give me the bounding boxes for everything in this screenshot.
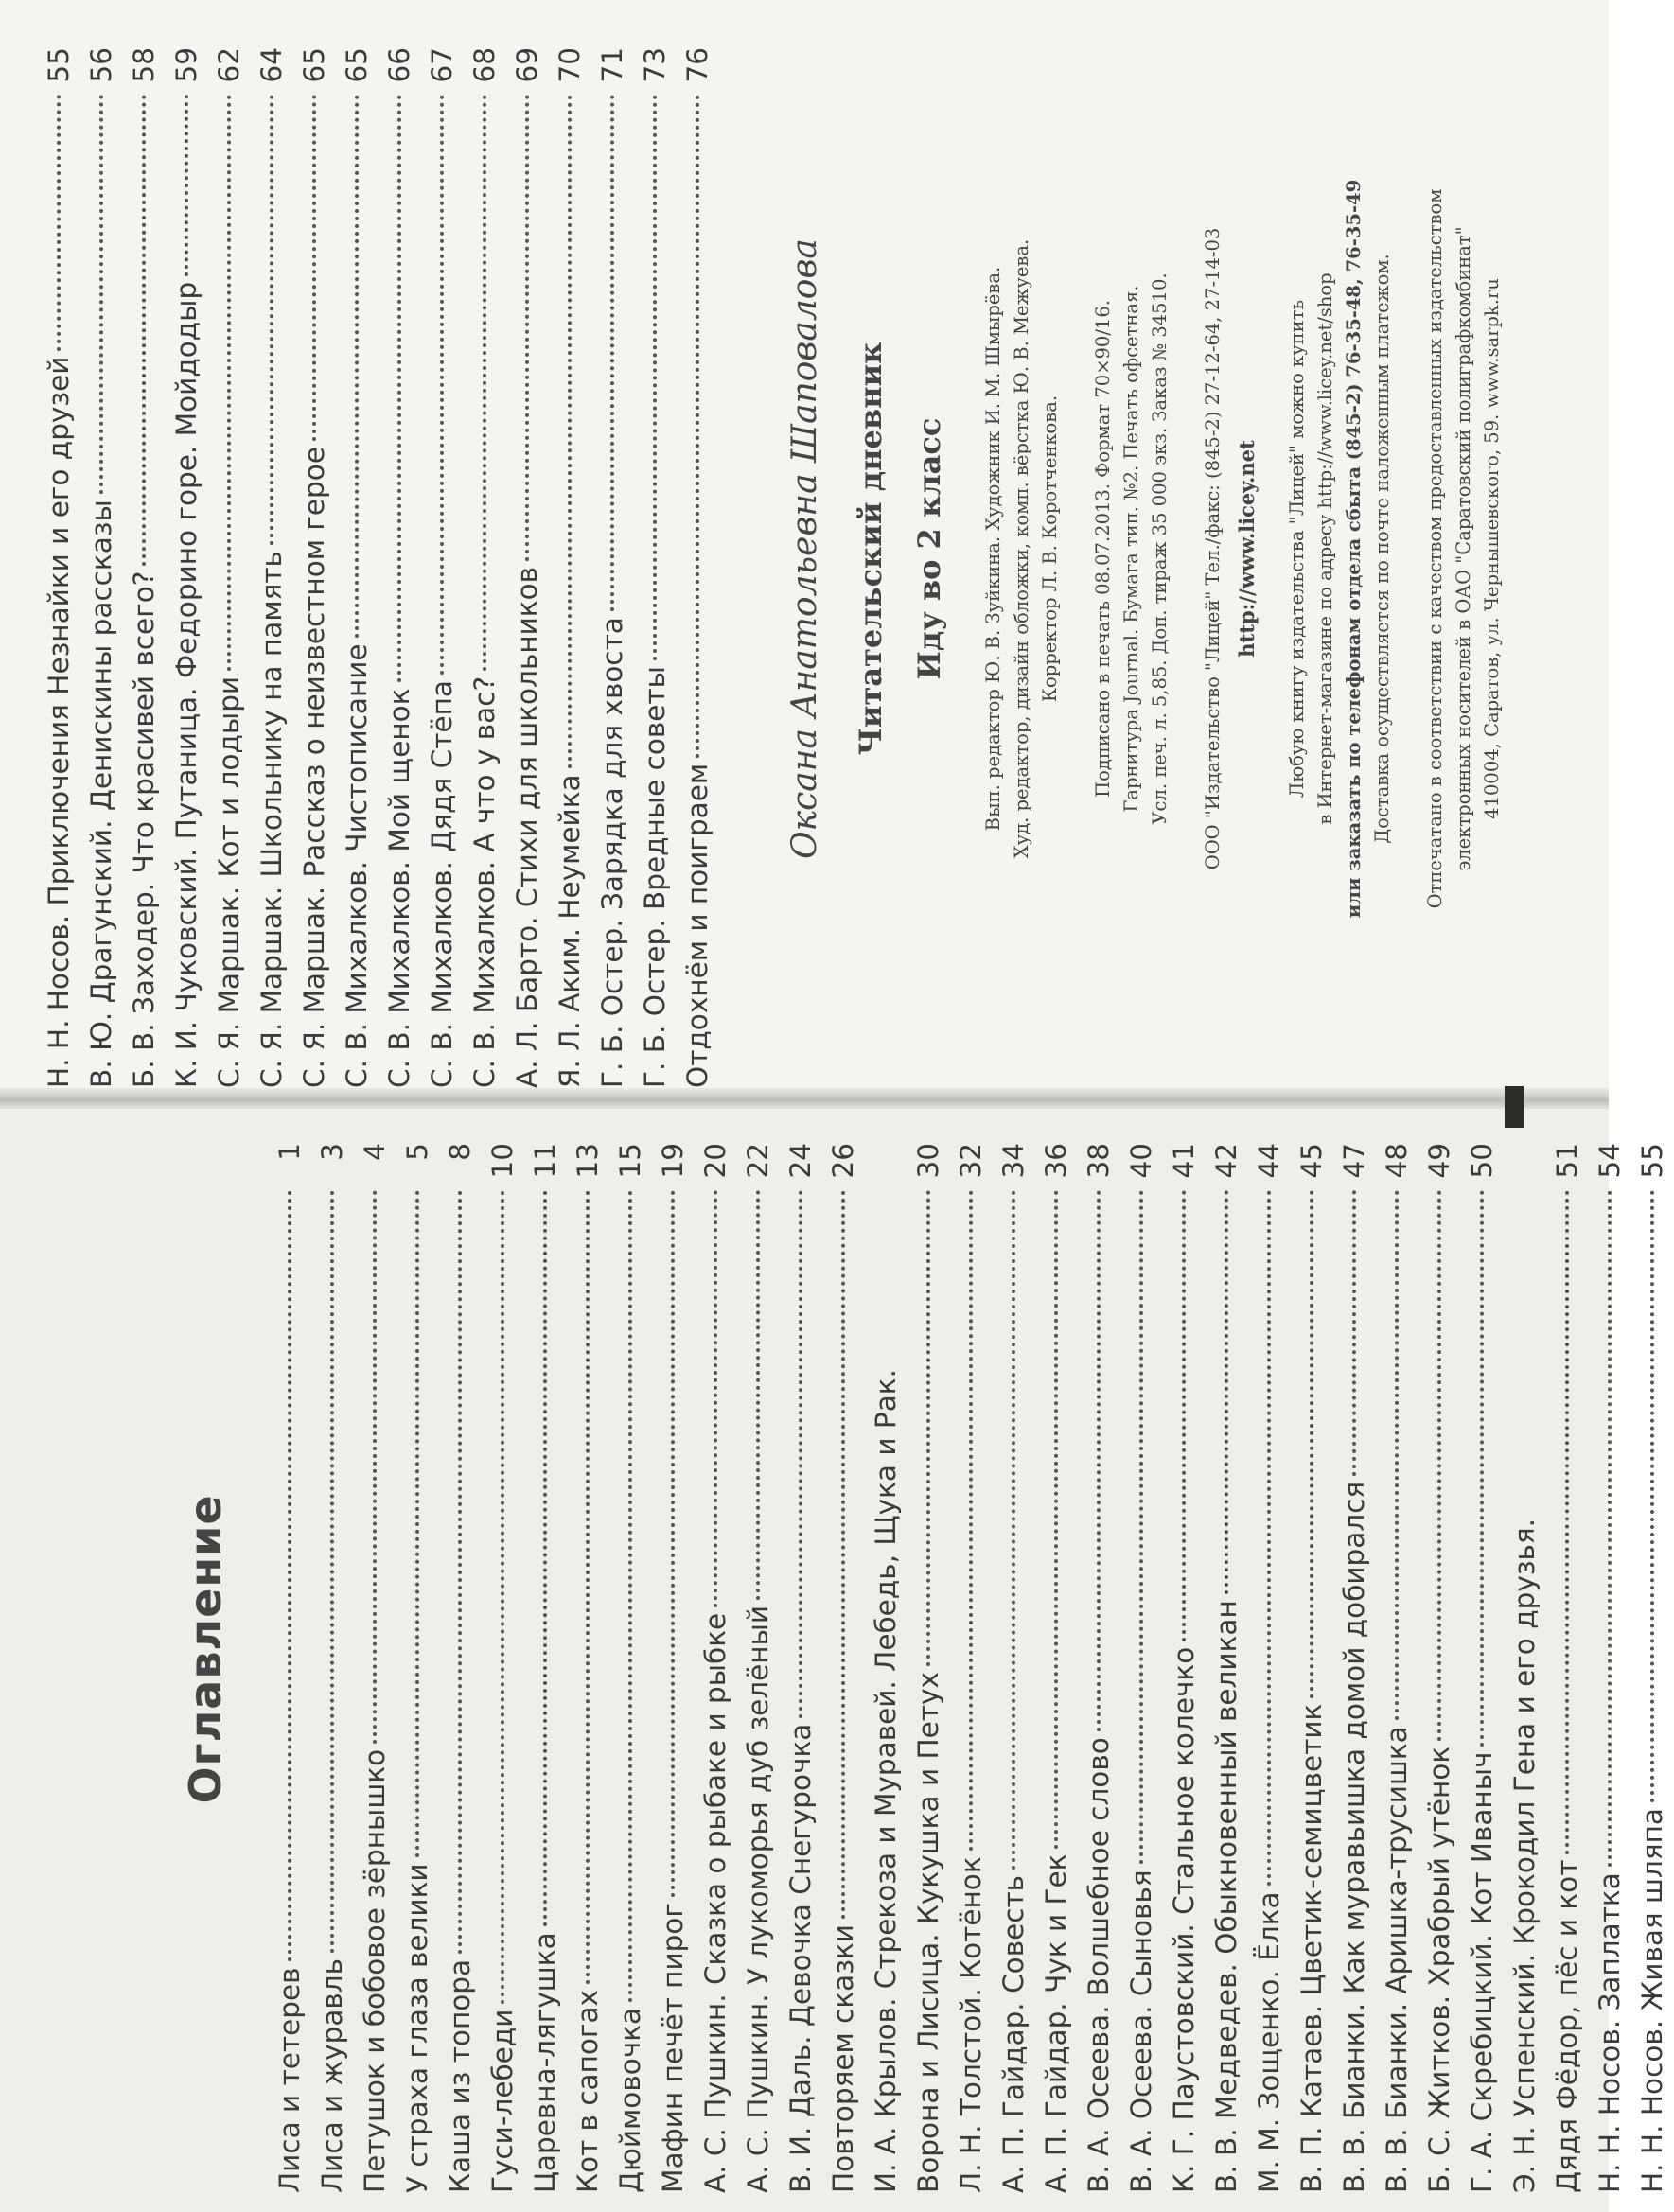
toc-entry-title: Кот в сапогах bbox=[572, 1990, 604, 2193]
toc-entry-title: Г. Б. Остер. Вредные советы bbox=[639, 666, 671, 1088]
toc-page bbox=[28, 1105, 1668, 2193]
toc-entry-title: А. П. Гайдар. Чук и Гек bbox=[1040, 1853, 1072, 2193]
toc-entry-page: 40 bbox=[1125, 1143, 1157, 1179]
toc-entry-page: 49 bbox=[1423, 1143, 1455, 1179]
toc-entry-title: У страха глаза велики bbox=[401, 1863, 433, 2193]
toc-leader-dots bbox=[1650, 1190, 1654, 1802]
toc-entry bbox=[396, 1143, 439, 2193]
toc-leader-dots bbox=[373, 1190, 377, 1744]
toc-entry bbox=[1163, 1143, 1206, 2193]
toc-leader-dots bbox=[1480, 1190, 1484, 1747]
toc-entry-page: 5 bbox=[401, 1143, 433, 1161]
toc-entry bbox=[1589, 1143, 1631, 2193]
toc-entry-title: Отдохнём и поиграем bbox=[681, 763, 714, 1088]
toc-entry bbox=[1120, 1143, 1163, 2193]
toc-leader-dots bbox=[270, 95, 273, 545]
toc-entry-title: Н. Н. Носов. Заплатка bbox=[1594, 1872, 1626, 2193]
toc-entry-page: 70 bbox=[554, 47, 586, 83]
printing-house-info bbox=[1421, 9, 1507, 1088]
toc-entry bbox=[311, 1143, 354, 2193]
toc-entry bbox=[1291, 1143, 1333, 2193]
toc-leader-dots bbox=[1097, 1190, 1101, 1731]
toc-entry-page: 55 bbox=[1636, 1143, 1668, 1179]
credits-line: Вып. редактор Ю. В. Зуйкина. Художник И. М. Шмырёва. bbox=[982, 266, 1004, 832]
toc-entry bbox=[737, 1143, 780, 2193]
publisher-info: ООО "Издательство "Лицей" Тел./факс: (845-2) 27-12-64, 27-14-03 bbox=[1202, 227, 1224, 870]
toc-entry-title: А. П. Гайдар. Совесть bbox=[997, 1874, 1030, 2193]
printing-line: Отпечатано в соответствии с качеством предоставленных издательством bbox=[1424, 188, 1446, 909]
toc-entry bbox=[822, 1143, 865, 2193]
toc-leader-dots bbox=[653, 95, 657, 660]
toc-entry bbox=[421, 47, 464, 1088]
toc-entry-page: 71 bbox=[596, 47, 628, 83]
toc-entry-title: Повторяем сказки bbox=[827, 1924, 859, 2193]
toc-entry-title: И. А. Крылов. Стрекоза и Муравей. Лебедь, Щука и Рак. bbox=[870, 1369, 902, 2193]
toc-entry bbox=[1631, 1143, 1674, 2193]
toc-entry-page: 4 bbox=[359, 1143, 391, 1161]
toc-entry bbox=[38, 47, 80, 1088]
toc-leader-dots bbox=[330, 1190, 334, 1953]
author-name: Оксана Анатольевна Шаповалова bbox=[785, 238, 824, 859]
toc-entry-title: С. Я. Маршак. Школьнику на память bbox=[256, 551, 288, 1088]
book-title: Читательский дневник bbox=[853, 342, 889, 756]
toc-leader-dots bbox=[1139, 1190, 1143, 1864]
toc-entry-page: 54 bbox=[1594, 1143, 1626, 1179]
purchase-line: Любую книгу издательства "Лицей" можно купить bbox=[1286, 299, 1308, 799]
toc-leader-dots bbox=[756, 1190, 760, 1600]
toc-entry bbox=[780, 1143, 822, 2193]
toc-entry-page: 45 bbox=[1295, 1143, 1328, 1179]
toc-entry-title: Гуси-лебеди bbox=[486, 2009, 519, 2193]
toc-entry bbox=[482, 1143, 524, 2193]
print-info bbox=[1089, 9, 1174, 1088]
purchase-line: Доставка осуществляется по почте наложенным платежом. bbox=[1371, 254, 1393, 844]
toc-leader-dots bbox=[799, 1190, 802, 1718]
toc-leader-dots bbox=[969, 1190, 973, 1851]
toc-entry-title: С. Я. Маршак. Рассказ о неизвестном герое bbox=[298, 447, 330, 1088]
toc-entry bbox=[1248, 1143, 1291, 2193]
toc-entry-title: Ворона и Лисица. Кукушка и Петух bbox=[912, 1672, 944, 2193]
toc-entry-title: А. Л. Барто. Стихи для школьников bbox=[511, 566, 543, 1088]
toc-entry-page: 30 bbox=[912, 1143, 944, 1179]
toc-entry bbox=[269, 1143, 311, 2193]
toc-entry bbox=[1376, 1143, 1418, 2193]
toc-leader-dots bbox=[483, 95, 486, 671]
toc-entry-page: 44 bbox=[1253, 1143, 1285, 1179]
toc-entry-title: Каша из топора bbox=[444, 1958, 476, 2193]
toc-entry-page: 73 bbox=[639, 47, 671, 83]
toc-entry-page: 42 bbox=[1210, 1143, 1242, 1179]
toc-entry bbox=[950, 1143, 993, 2193]
toc-entry bbox=[652, 1143, 695, 2193]
toc-leader-dots bbox=[99, 95, 103, 494]
toc-entry-page: 22 bbox=[742, 1143, 774, 1179]
toc-list bbox=[269, 1105, 1674, 2193]
toc-leader-dots bbox=[525, 95, 529, 561]
toc-entry-title: В. И. Даль. Девочка Снегурочка bbox=[784, 1723, 817, 2193]
toc-entry-title: К. Г. Паустовский. Стальное колечко bbox=[1168, 1646, 1200, 2193]
toc-leader-dots bbox=[1608, 1190, 1612, 1867]
toc-entry-title: С. В. Михалков. А что у вас? bbox=[468, 676, 501, 1088]
toc-entry-title: Н. Н. Носов. Приключения Незнайки и его друзей bbox=[43, 356, 75, 1088]
toc-leader-dots bbox=[355, 95, 359, 638]
toc-leader-dots bbox=[415, 1190, 419, 1857]
toc-leader-dots bbox=[1267, 1190, 1271, 1886]
toc-entry bbox=[1333, 1143, 1376, 2193]
toc-leader-dots bbox=[440, 95, 444, 675]
toc-entry-title: Дядя Фёдор, пёс и кот bbox=[1551, 1859, 1583, 2193]
toc-entry bbox=[1078, 1143, 1120, 2193]
toc-entry bbox=[695, 1143, 737, 2193]
toc-leader-dots bbox=[841, 1190, 845, 1919]
toc-entry bbox=[1546, 1143, 1589, 2193]
toc-entry-title: А. С. Пушкин. Сказка о рыбаке и рыбке bbox=[699, 1612, 731, 2193]
toc-entry-title: Э. Н. Успенский. Крокодил Гена и его друзья. bbox=[1508, 1518, 1541, 2193]
purchase-line: или заказать по телефонам отдела сбыта (845-2) 76-35-48, 76-35-49 bbox=[1343, 179, 1365, 919]
toc-entry-title: В. В. Медведев. Обыкновенный великан bbox=[1210, 1600, 1242, 2193]
toc-entry bbox=[464, 47, 506, 1088]
toc-leader-dots bbox=[312, 95, 316, 441]
toc-entry-page: 65 bbox=[298, 47, 330, 83]
toc-entry-title: М. М. Зощенко. Ёлка bbox=[1253, 1891, 1285, 2193]
toc-entry-page: 24 bbox=[784, 1143, 817, 1179]
toc-leader-dots bbox=[1054, 1190, 1058, 1849]
toc-leader-dots bbox=[1225, 1190, 1228, 1594]
toc-entry-page: 36 bbox=[1040, 1143, 1072, 1179]
toc-entry-title: Г. Б. Остер. Зарядка для хвоста bbox=[596, 617, 628, 1088]
toc-entry-title: Мафин печёт пирог bbox=[657, 1903, 689, 2193]
toc-entry bbox=[591, 47, 634, 1088]
toc-entry-title: А. С. Пушкин. У лукоморья дуб зелёный bbox=[742, 1605, 774, 2193]
toc-leader-dots bbox=[568, 95, 572, 768]
toc-entry bbox=[354, 1143, 396, 2193]
toc-entry-title: В. А. Осеева. Волшебное слово bbox=[1083, 1737, 1115, 2193]
toc-entry-page: 58 bbox=[128, 47, 160, 83]
toc-leader-dots bbox=[1395, 1190, 1399, 1720]
toc-entry-title: К. И. Чуковский. Путаница. Федорино горе. Мойдодыр bbox=[170, 281, 203, 1088]
toc-entry-title: В. А. Осеева. Сыновья bbox=[1125, 1870, 1157, 2193]
toc-leader-dots bbox=[458, 1190, 462, 1954]
toc-entry-title: В. В. Бианки. Аришка-трусишка bbox=[1381, 1726, 1413, 2193]
toc-entry-title: С. В. Михалков. Дядя Стёпа bbox=[426, 680, 458, 1088]
publisher-site: http://www.licey.net bbox=[1235, 440, 1259, 658]
toc-entry-title: Н. Н. Носов. Живая шляпа bbox=[1636, 1807, 1668, 2193]
toc-entry-page: 68 bbox=[468, 47, 501, 83]
toc-entry bbox=[524, 1143, 567, 2193]
toc-entry-page: 20 bbox=[699, 1143, 731, 1179]
toc-entry bbox=[1504, 1143, 1546, 2193]
toc-entry-title: Л. Н. Толстой. Котёнок bbox=[955, 1856, 987, 2193]
toc-entry bbox=[379, 47, 421, 1088]
printing-line: 410004, Саратов, ул. Чернышевского, 59. www.sarpk.ru bbox=[1481, 278, 1503, 819]
toc-entry-title: Я. Л. Аким. Неумейка bbox=[554, 774, 586, 1088]
toc-entry-title: Б. С. Житков. Храбрый утёнок bbox=[1423, 1746, 1455, 2193]
toc-entry bbox=[865, 1143, 907, 2193]
toc-entry bbox=[293, 47, 336, 1088]
toc-entry-title: В. Ю. Драгунский. Денискины рассказы bbox=[85, 500, 117, 1088]
toc-entry-page: 3 bbox=[316, 1143, 348, 1161]
toc-entry-page: 62 bbox=[213, 47, 245, 83]
toc-entry bbox=[80, 47, 123, 1088]
toc-leader-dots bbox=[288, 1190, 291, 1961]
toc-leader-dots bbox=[1437, 1190, 1441, 1741]
purchase-info bbox=[1283, 9, 1397, 1088]
toc-leader-dots bbox=[397, 95, 401, 682]
toc-entry-page: 69 bbox=[511, 47, 543, 83]
toc-entry-title: Лиса и тетерев bbox=[273, 1967, 306, 2193]
toc-entry bbox=[506, 47, 549, 1088]
toc-entry-page: 55 bbox=[43, 47, 75, 83]
toc-leader-dots bbox=[714, 1190, 717, 1607]
toc-entry bbox=[1206, 1143, 1248, 2193]
toc-entry-title: Царевна-лягушка bbox=[529, 1932, 561, 2193]
toc-entry bbox=[439, 1143, 482, 2193]
toc-leader-dots bbox=[586, 1190, 590, 1984]
toc-entry-title: В. П. Катаев. Цветик-семицветик bbox=[1295, 1703, 1328, 2193]
toc-title: Оглавление bbox=[180, 1494, 231, 1804]
toc-entry-page: 51 bbox=[1551, 1143, 1583, 1179]
toc-entry bbox=[907, 1143, 950, 2193]
toc-entry bbox=[609, 1143, 652, 2193]
toc-entry-page: 50 bbox=[1466, 1143, 1498, 1179]
toc-leader-dots bbox=[543, 1190, 547, 1926]
toc-leader-dots bbox=[1012, 1190, 1015, 1870]
toc-entry-title: С. В. Михалков. Мой щенок bbox=[383, 688, 415, 1088]
toc-entry-page: 67 bbox=[426, 47, 458, 83]
toc-entry bbox=[634, 47, 677, 1088]
print-line: Подписано в печать 08.07.2013. Формат 70×90/16. bbox=[1092, 300, 1114, 798]
print-line: Усл. печ. л. 5,85. Доп. тираж 35 000 экз. Заказ № 34510. bbox=[1149, 272, 1171, 825]
print-line: Гарнитура Journal. Бумага тип. №2. Печать офсетная. bbox=[1120, 285, 1142, 813]
toc-entry-page: 41 bbox=[1168, 1143, 1200, 1179]
toc-entry bbox=[251, 47, 293, 1088]
imprint bbox=[785, 9, 1507, 1088]
toc-entry-page: 26 bbox=[827, 1143, 859, 1179]
toc-entry-title: Г. А. Скребицкий. Кот Иваныч bbox=[1466, 1751, 1498, 2193]
credits bbox=[979, 9, 1065, 1088]
toc-entry bbox=[166, 47, 208, 1088]
toc-entry-page: 10 bbox=[486, 1143, 519, 1179]
toc-entry-title: Лиса и журавль bbox=[316, 1957, 348, 2193]
toc-entry-page: 65 bbox=[341, 47, 373, 83]
toc-continuation-list bbox=[19, 9, 719, 1088]
toc-leader-dots bbox=[1565, 1190, 1569, 1854]
toc-entry bbox=[336, 47, 379, 1088]
credits-line: Корректор Л. В. Коротченкова. bbox=[1039, 395, 1061, 703]
toc-entry-page: 56 bbox=[85, 47, 117, 83]
toc-leader-dots bbox=[610, 95, 614, 611]
toc-entry-page: 38 bbox=[1083, 1143, 1115, 1179]
toc-entry-page: 34 bbox=[997, 1143, 1030, 1179]
toc-entry-title: Петушок и бобовое зёрнышко bbox=[359, 1748, 391, 2193]
toc-entry-title: С. В. Михалков. Чистописание bbox=[341, 643, 373, 1088]
toc-entry-page: 32 bbox=[955, 1143, 987, 1179]
toc-leader-dots bbox=[1352, 1190, 1356, 1476]
toc-leader-dots bbox=[142, 95, 146, 566]
toc-entry-title: С. Я. Маршак. Кот и лодыри bbox=[213, 676, 245, 1088]
toc-entry-page: 13 bbox=[572, 1143, 604, 1179]
toc-leader-dots bbox=[185, 95, 188, 276]
toc-entry-page: 47 bbox=[1338, 1143, 1370, 1179]
toc-leader-dots bbox=[57, 95, 61, 351]
toc-entry-page: 48 bbox=[1381, 1143, 1413, 1179]
toc-entry bbox=[123, 47, 166, 1088]
toc-leader-dots bbox=[501, 1190, 504, 2004]
toc-leader-dots bbox=[628, 1190, 632, 2002]
book-subtitle: Иду во 2 класс bbox=[911, 417, 947, 680]
toc-entry bbox=[1461, 1143, 1504, 2193]
printing-line: электронных носителей в ОАО "Саратовский полиграфкомбинат" bbox=[1453, 226, 1474, 871]
toc-entry-page: 76 bbox=[681, 47, 714, 83]
toc-leader-dots bbox=[1310, 1190, 1313, 1698]
toc-entry bbox=[549, 47, 591, 1088]
toc-leader-dots bbox=[1182, 1190, 1186, 1641]
toc-entry-page: 8 bbox=[444, 1143, 476, 1161]
toc-entry-page: 11 bbox=[529, 1143, 561, 1179]
toc-entry-page: 66 bbox=[383, 47, 415, 83]
toc-entry-title: Б. В. Заходер. Что красивей всего? bbox=[128, 571, 160, 1088]
toc-continuation-page bbox=[19, 9, 1590, 1088]
toc-entry-page: 59 bbox=[170, 47, 203, 83]
toc-entry bbox=[208, 47, 251, 1088]
toc-entry-title: В. В. Бианки. Как муравьишка домой добирался bbox=[1338, 1481, 1370, 2193]
toc-entry-page: 15 bbox=[614, 1143, 646, 1179]
toc-leader-dots bbox=[926, 1190, 930, 1666]
toc-entry bbox=[567, 1143, 609, 2193]
toc-entry bbox=[677, 47, 719, 1088]
toc-entry bbox=[993, 1143, 1035, 2193]
toc-entry-title: Дюймовочка bbox=[614, 2007, 646, 2193]
toc-leader-dots bbox=[671, 1190, 675, 1897]
purchase-line: в Интернет-магазине по адресу http://www.licey.net/shop bbox=[1314, 272, 1336, 825]
toc-leader-dots bbox=[696, 95, 699, 758]
toc-leader-dots bbox=[227, 95, 231, 671]
toc-entry-page: 19 bbox=[657, 1143, 689, 1179]
toc-entry-page: 64 bbox=[256, 47, 288, 83]
toc-entry-page: 1 bbox=[273, 1143, 306, 1161]
toc-entry bbox=[1418, 1143, 1461, 2193]
toc-entry bbox=[1035, 1143, 1078, 2193]
credits-line: Худ. редактор, дизайн обложки, комп. вёрстка Ю. В. Межуева. bbox=[1011, 238, 1032, 859]
